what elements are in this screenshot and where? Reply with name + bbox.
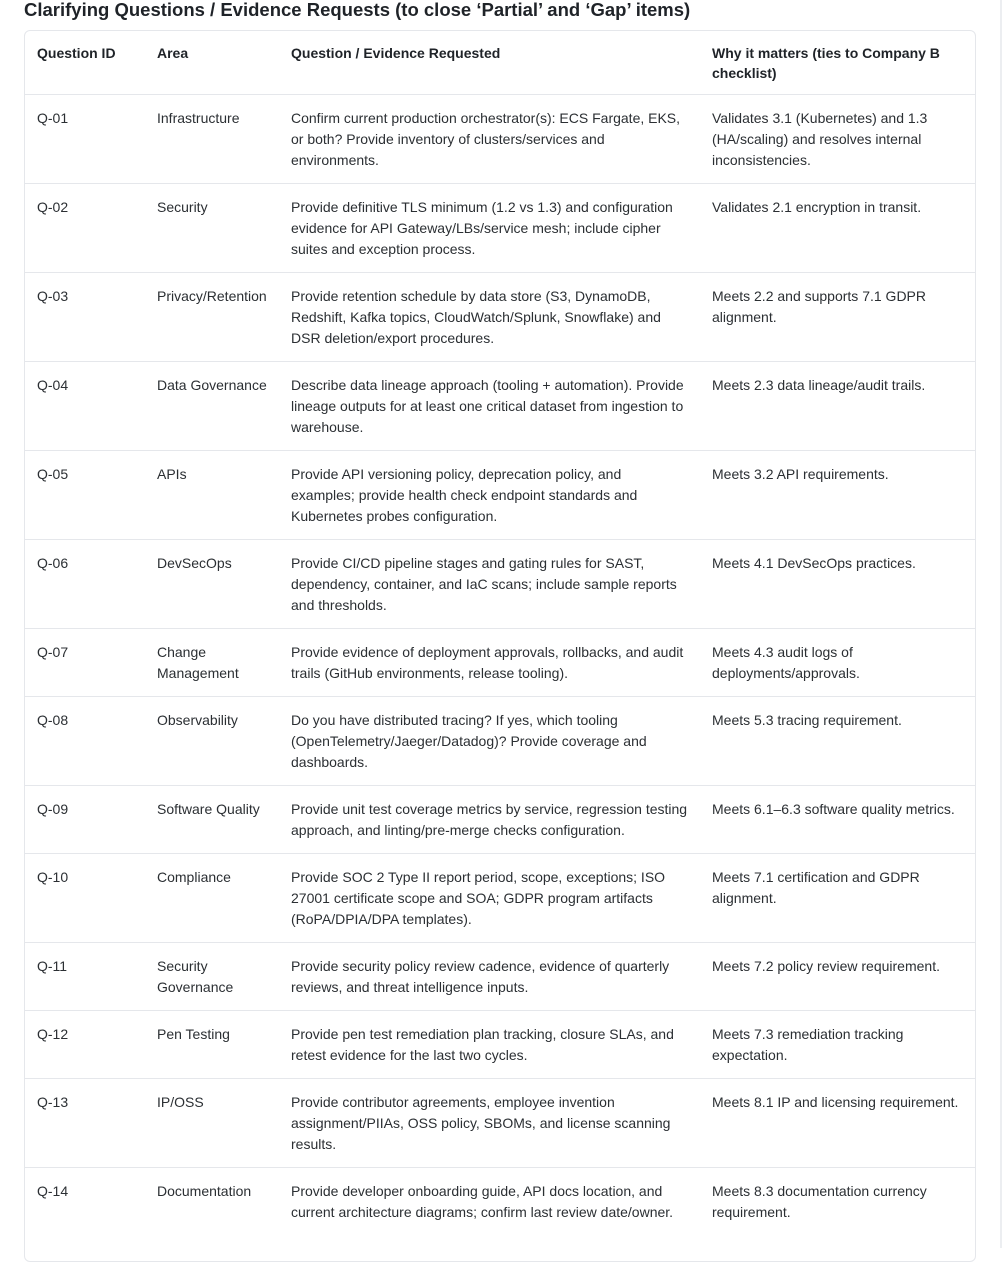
table-row	[25, 1011, 975, 1079]
cell-question-id: Q-07	[25, 629, 145, 697]
table-row	[25, 786, 975, 854]
cell-question-id: Q-02	[25, 184, 145, 273]
column-header-question: Question / Evidence Requested	[291, 45, 501, 61]
cell-question: Do you have distributed tracing? If yes, which tooling (OpenTelemetry/Jaeger/Datadog)? Provide coverage and dashboards.	[279, 697, 700, 786]
cell-area: Observability	[145, 697, 279, 786]
cell-question: Provide CI/CD pipeline stages and gating rules for SAST, dependency, container, and IaC scans; include sample reports and thresholds.	[279, 540, 700, 629]
cell-question-id: Q-11	[25, 943, 145, 1011]
cell-question-id: Q-06	[25, 540, 145, 629]
table-row	[25, 273, 975, 362]
cell-why: Meets 8.3 documentation currency requirement.	[700, 1168, 975, 1236]
cell-area: IP/OSS	[145, 1079, 279, 1168]
column-header-area: Area	[157, 45, 189, 61]
cell-why: Meets 2.2 and supports 7.1 GDPR alignment.	[700, 273, 975, 362]
cell-question: Provide pen test remediation plan tracking, closure SLAs, and retest evidence for the last two cycles.	[279, 1011, 700, 1079]
cell-question-id: Q-04	[25, 362, 145, 451]
cell-area: APIs	[145, 451, 279, 540]
cell-why: Meets 3.2 API requirements.	[700, 451, 975, 540]
cell-question: Provide evidence of deployment approvals, rollbacks, and audit trails (GitHub environments, release tooling).	[279, 629, 700, 697]
cell-question: Provide developer onboarding guide, API docs location, and current architecture diagrams; confirm last review date/owner.	[279, 1168, 700, 1236]
cell-question: Provide unit test coverage metrics by service, regression testing approach, and linting/pre-merge checks configuration.	[279, 786, 700, 854]
cell-question-id: Q-12	[25, 1011, 145, 1079]
cell-question-id: Q-08	[25, 697, 145, 786]
cell-area: Software Quality	[145, 786, 279, 854]
table-row	[25, 451, 975, 540]
cell-why: Meets 7.3 remediation tracking expectation.	[700, 1011, 975, 1079]
column-header-question-id: Question ID	[37, 45, 116, 61]
cell-area: Infrastructure	[145, 95, 279, 184]
cell-why: Validates 2.1 encryption in transit.	[700, 184, 975, 273]
evidence-requests-table	[24, 30, 976, 1262]
table-row	[25, 184, 975, 273]
cell-why: Meets 5.3 tracing requirement.	[700, 697, 975, 786]
cell-question: Describe data lineage approach (tooling + automation). Provide lineage outputs for at least one critical dataset from ingestion to warehouse.	[279, 362, 700, 451]
cell-area: Security Governance	[145, 943, 279, 1011]
cell-question: Confirm current production orchestrator(s): ECS Fargate, EKS, or both? Provide inventory of clusters/services and environments.	[279, 95, 700, 184]
cell-question: Provide retention schedule by data store (S3, DynamoDB, Redshift, Kafka topics, CloudWatch/Splunk, Snowflake) and DSR deletion/export procedures.	[279, 273, 700, 362]
cell-area: Change Management	[145, 629, 279, 697]
table-row	[25, 1168, 975, 1236]
table-row	[25, 362, 975, 451]
cell-why: Meets 7.2 policy review requirement.	[700, 943, 975, 1011]
cell-area: DevSecOps	[145, 540, 279, 629]
page-title: Clarifying Questions / Evidence Requests (to close ‘Partial’ and ‘Gap’ items)	[24, 0, 691, 20]
table-row	[25, 95, 975, 184]
cell-area: Privacy/Retention	[145, 273, 279, 362]
cell-why: Meets 7.1 certification and GDPR alignment.	[700, 854, 975, 943]
table-row	[25, 629, 975, 697]
cell-area: Pen Testing	[145, 1011, 279, 1079]
cell-why: Meets 4.3 audit logs of deployments/approvals.	[700, 629, 975, 697]
cell-question-id: Q-03	[25, 273, 145, 362]
table-row	[25, 854, 975, 943]
cell-why: Meets 8.1 IP and licensing requirement.	[700, 1079, 975, 1168]
table-row	[25, 1079, 975, 1168]
column-header-why: Why it matters (ties to Company B checklist)	[712, 45, 940, 81]
cell-question-id: Q-09	[25, 786, 145, 854]
table-row	[25, 697, 975, 786]
cell-area: Data Governance	[145, 362, 279, 451]
cell-question-id: Q-01	[25, 95, 145, 184]
cell-question: Provide security policy review cadence, evidence of quarterly reviews, and threat intelligence inputs.	[279, 943, 700, 1011]
cell-question-id: Q-14	[25, 1168, 145, 1236]
cell-question: Provide API versioning policy, deprecation policy, and examples; provide health check endpoint standards and Kubernetes probes configuration.	[279, 451, 700, 540]
cell-question: Provide SOC 2 Type II report period, scope, exceptions; ISO 27001 certificate scope and SOA; GDPR program artifacts (RoPA/DPIA/DPA templates).	[279, 854, 700, 943]
cell-question-id: Q-13	[25, 1079, 145, 1168]
cell-why: Validates 3.1 (Kubernetes) and 1.3 (HA/scaling) and resolves internal inconsistencies.	[700, 95, 975, 184]
cell-question: Provide definitive TLS minimum (1.2 vs 1.3) and configuration evidence for API Gateway/LBs/service mesh; include cipher suites and exception process.	[279, 184, 700, 273]
cell-why: Meets 6.1–6.3 software quality metrics.	[700, 786, 975, 854]
cell-question: Provide contributor agreements, employee invention assignment/PIIAs, OSS policy, SBOMs, and license scanning results.	[279, 1079, 700, 1168]
table-row	[25, 540, 975, 629]
cell-area: Documentation	[145, 1168, 279, 1236]
cell-question-id: Q-10	[25, 854, 145, 943]
cell-why: Meets 2.3 data lineage/audit trails.	[700, 362, 975, 451]
cell-area: Security	[145, 184, 279, 273]
table-row	[25, 943, 975, 1011]
cell-area: Compliance	[145, 854, 279, 943]
table-header-row	[25, 31, 975, 95]
cell-question-id: Q-05	[25, 451, 145, 540]
cell-why: Meets 4.1 DevSecOps practices.	[700, 540, 975, 629]
